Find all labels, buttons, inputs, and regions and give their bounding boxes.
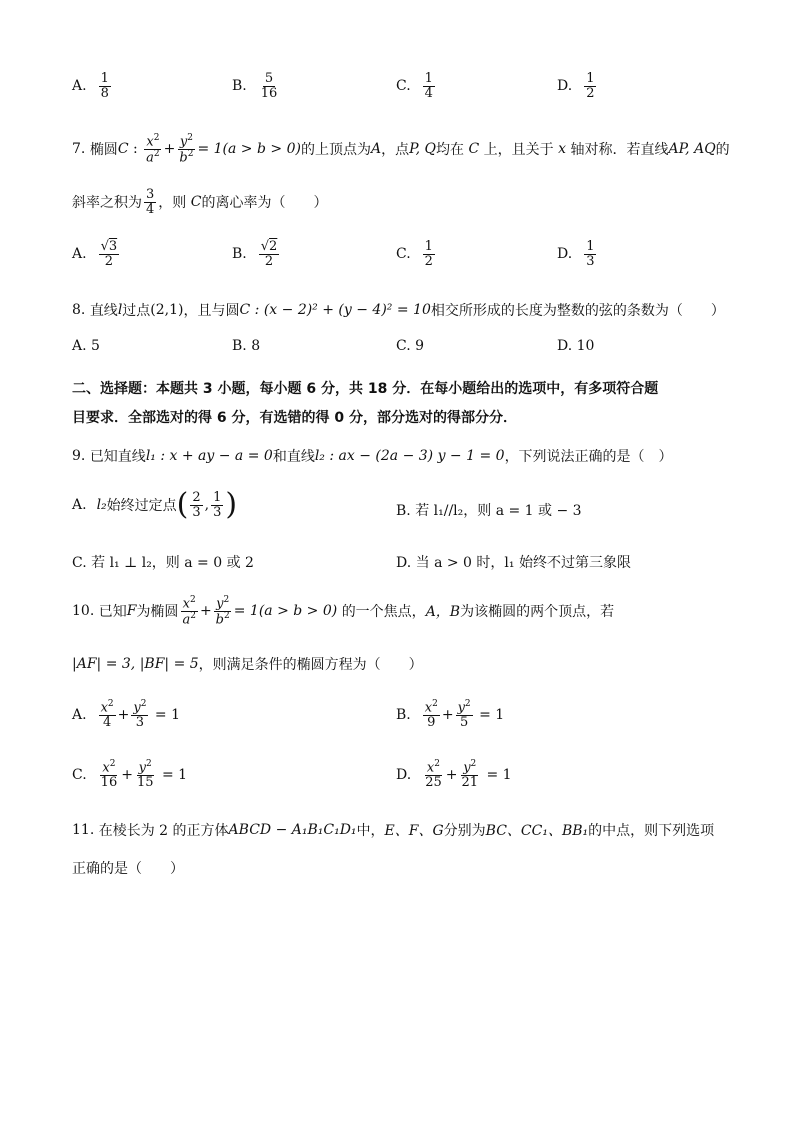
q8-option-d: D. 10 <box>557 338 595 354</box>
q10-option-d: D. $\frac{x^2}{25}$ + $\frac{y^2}{21}$ = 1 <box>396 759 512 790</box>
q6-option-d: D. $\frac{1}{2}$ <box>557 71 595 101</box>
q10-option-c: C. $\frac{x^2}{16}$ + $\frac{y^2}{15}$ = 1 <box>72 759 188 790</box>
q7-option-a: A. $\frac{√3}{2}$ <box>72 239 118 269</box>
q7-option-b: B. $\frac{√2}{2}$ <box>232 239 278 269</box>
q9-option-b: B. 若 l₁//l₂，则 a = 1 或 − 3 <box>396 503 582 519</box>
fraction: $\frac{1}{2}$ <box>586 71 595 101</box>
q8-option-a: A. 5 <box>72 338 100 354</box>
fraction: $\frac{1}{4}$ <box>424 71 433 101</box>
section-2-heading-line1: 二、选择题：本题共 3 小题，每小题 6 分，共 18 分．在每小题给出的选项中，有多项符合题 <box>72 381 659 397</box>
question-7-line1: 7. 椭圆 C : $\frac{x^2}{a^2}$ + $\frac{y^2}{b^2}$ = 1(a > b > 0) 的上顶点为 A ，点 P, Q 均在 C 上，且关于 x 轴对称．若直线 AP, AQ 的 <box>72 133 730 166</box>
q9-option-d: D. 当 a > 0 时，l₁ 始终不过第三象限 <box>396 555 631 571</box>
question-7-line2: 斜率之积为 $\frac{3}{4}$ ，则 C 的离心率为（ ） <box>72 187 328 217</box>
q8-option-c: C. 9 <box>396 338 425 354</box>
q6-option-b: B. $\frac{5}{16}$ <box>232 71 278 101</box>
q6-option-c: C. $\frac{1}{4}$ <box>396 71 433 101</box>
question-11-line1: 11. 在棱长为 2 的正方体 ABCD − A₁B₁C₁D₁ 中， E、F、G 分别为 BC、CC₁、BB₁ 的中点，则下列选项 <box>72 822 715 839</box>
fraction: $\frac{1}{8}$ <box>100 71 109 101</box>
q7-option-d: D. $\frac{1}{3}$ <box>557 239 595 269</box>
question-11-line2: 正确的是（ ） <box>72 861 184 877</box>
q9-option-a: A. l₂ 始终过定点 ( $\frac{2}{3}$ , $\frac{1}{3}$ ) <box>72 487 238 522</box>
q10-option-b: B. $\frac{x^2}{9}$ + $\frac{y^2}{5}$ = 1 <box>396 699 505 730</box>
q8-option-b: B. 8 <box>232 338 261 354</box>
section-2-heading-line2: 目要求．全部选对的得 6 分，有选错的得 0 分，部分选对的得部分分． <box>72 410 517 426</box>
question-10-line1: 10. 已知 F 为椭圆 $\frac{x^2}{a^2}$ + $\frac{y^2}{b^2}$ = 1(a > b > 0) 的一个焦点， A，B 为该椭圆的两个顶点，若 <box>72 595 615 628</box>
q9-option-c: C. 若 l₁ ⊥ l₂，则 a = 0 或 2 <box>72 555 254 571</box>
question-9: 9. 已知直线 l₁ : x + ay − a = 0 和直线 l₂ : ax − (2a − 3) y − 1 = 0 ，下列说法正确的是（ ） <box>72 448 673 465</box>
question-10-line2: |AF| = 3, |BF| = 5 ，则满足条件的椭圆方程为（ ） <box>72 656 423 673</box>
q10-option-a: A. $\frac{x^2}{4}$ + $\frac{y^2}{3}$ = 1 <box>72 699 181 730</box>
question-8: 8. 直线 l 过点 (2,1) ，且与圆 C : (x − 2)² + (y − 4)² = 10 相交所形成的长度为整数的弦的条数为（ ） <box>72 302 725 319</box>
fraction: $\frac{5}{16}$ <box>260 71 278 101</box>
q7-option-c: C. $\frac{1}{2}$ <box>396 239 433 269</box>
q6-option-a: A. $\frac{1}{8}$ <box>72 71 109 101</box>
